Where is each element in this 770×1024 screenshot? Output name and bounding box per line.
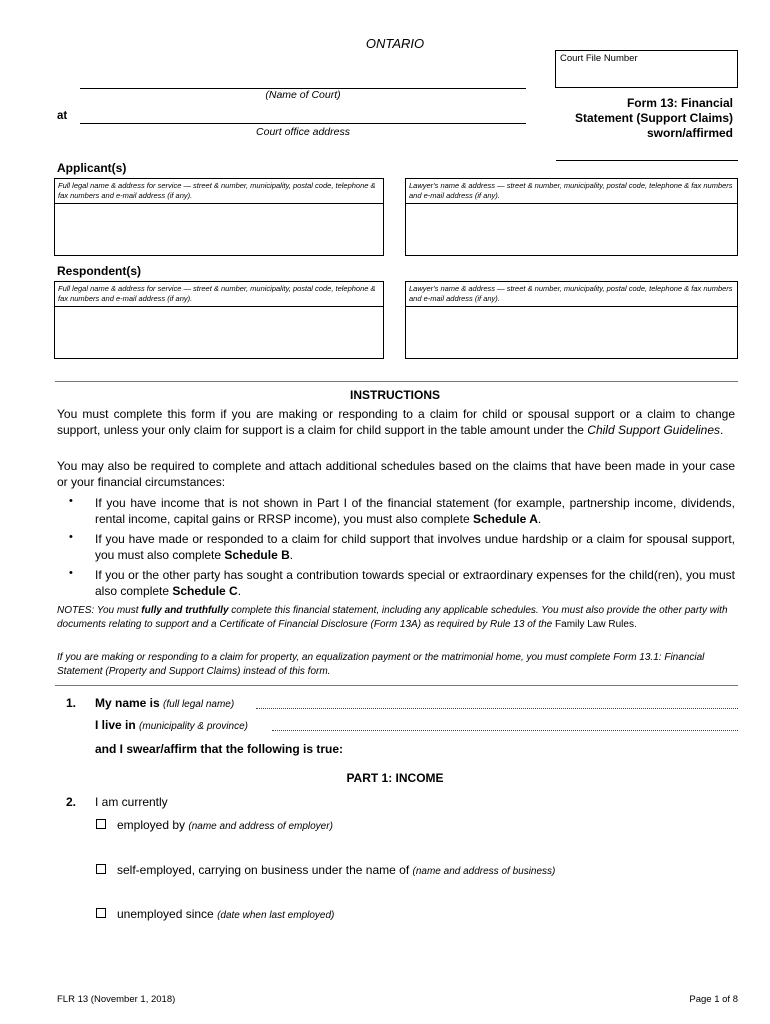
- swear-statement: and I swear/affirm that the following is true:: [95, 742, 344, 756]
- respondent-lawyer-box[interactable]: [405, 281, 738, 359]
- live-hint: (municipality & province): [139, 721, 248, 732]
- province-title: ONTARIO: [365, 36, 425, 51]
- live-label: I live in: [95, 718, 136, 732]
- property-note: If you are making or responding to a claim for property, an equalization payment or the matrimonial home, you must complete Form 13.1: Financial Statement (Property and Support Claims) instead of this form.: [57, 652, 705, 677]
- court-office-caption: Court office address: [256, 126, 350, 138]
- respondent-lawyer-caption: Lawyer's name & address — street & number, municipality, postal code, telephone & fax numbers and e-mail address (if any).: [406, 282, 737, 307]
- employed-hint: (name and address of employer): [188, 821, 333, 832]
- unemployed-hint: (date when last employed): [217, 910, 335, 921]
- notes-text-2: complete this financial statement, including any applicable schedules. You must also provide the other party with documents relating to support and a Certificate of Financial Disclosure (Form 13A) as required by Rule 13 of the: [57, 605, 728, 630]
- full-legal-name-line[interactable]: [256, 708, 738, 709]
- instructions-heading: INSTRUCTIONS: [350, 388, 440, 402]
- form-title-line-3: sworn/affirmed: [646, 126, 733, 140]
- child-support-guidelines-ref: Child Support Guidelines: [587, 422, 721, 437]
- section-2-number: 2.: [66, 795, 77, 809]
- notes-text-1: NOTES: You must: [57, 605, 142, 616]
- instructions-p1-end: .: [720, 422, 724, 437]
- instructions-paragraph-2: You may also be required to complete and attach additional schedules based on the claims that have been made in your case or your financial circumstances:: [57, 459, 735, 489]
- applicant-lawyer-box[interactable]: [405, 178, 738, 256]
- self-employed-hint: (name and address of business): [412, 866, 556, 877]
- court-file-number-label: Court File Number: [560, 53, 638, 64]
- unemployed-row: [117, 907, 334, 921]
- instructions-bullet-2: [95, 532, 735, 563]
- court-office-address-line[interactable]: [80, 112, 526, 124]
- schedule-b-ref: Schedule B: [224, 547, 290, 562]
- bullet-2: •: [69, 531, 73, 543]
- self-employed-label: self-employed, carrying on business under the name of: [117, 863, 410, 877]
- form-title: [520, 96, 733, 141]
- schedule-c-ref: Schedule C: [172, 583, 238, 598]
- currently-intro: I am currently: [95, 795, 168, 809]
- bullet-3: •: [69, 567, 73, 579]
- part-1-heading: PART 1: INCOME: [346, 771, 444, 785]
- name-label: My name is: [95, 696, 160, 710]
- form-id-footer: FLR 13 (November 1, 2018): [57, 994, 176, 1005]
- self-employed-checkbox[interactable]: [96, 864, 106, 874]
- instructions-paragraph-1: [57, 407, 735, 438]
- employed-row: [117, 818, 333, 832]
- bullet-2-text: If you have made or responded to a claim for child support that involves undue hardship or a claim for spousal support, you must also complete: [95, 532, 735, 562]
- applicants-heading: Applicant(s): [57, 161, 127, 175]
- respondent-party-caption: Full legal name & address for service — street & number, municipality, postal code, telephone & fax numbers and e-mail address (if any).: [55, 282, 383, 307]
- instructions-p1-text: You must complete this form if you are making or responding to a claim for child or spousal support or a claim to change support, unless your only claim for support is a claim for child support in the table amount under the: [57, 407, 735, 437]
- divider-top: [55, 381, 738, 382]
- bullet-1-end: .: [537, 511, 542, 526]
- respondents-heading: Respondent(s): [57, 264, 141, 278]
- name-row: [95, 696, 234, 710]
- form-title-line-1: Form 13: Financial: [626, 96, 733, 110]
- respondent-party-box[interactable]: [54, 281, 384, 359]
- bullet-1: •: [69, 495, 73, 507]
- court-name-caption: (Name of Court): [265, 89, 341, 101]
- schedule-a-ref: Schedule A: [472, 511, 538, 526]
- bullet-1-text: If you have income that is not shown in Part I of the financial statement (for example, partnership income, dividends, rental income, capital gains or RRSP income), you must also complete: [95, 496, 735, 526]
- applicant-lawyer-caption: Lawyer's name & address — street & number, municipality, postal code, telephone & fax numbers and e-mail address (if any).: [406, 179, 737, 204]
- bullet-2-end: .: [289, 547, 294, 562]
- employed-label: employed by: [117, 818, 186, 832]
- court-file-number-box[interactable]: [555, 50, 738, 88]
- court-name-line[interactable]: [80, 76, 526, 89]
- self-employed-row: [117, 863, 555, 877]
- sworn-date-line[interactable]: [556, 148, 738, 161]
- bullet-3-end: .: [237, 583, 242, 598]
- instructions-bullet-3: [95, 568, 735, 599]
- unemployed-label: unemployed since: [117, 907, 214, 921]
- employed-checkbox[interactable]: [96, 819, 106, 829]
- family-law-rules-ref: Family Law Rules.: [555, 618, 637, 630]
- name-hint: (full legal name): [163, 699, 235, 710]
- fully-truthfully-emphasis: fully and truthfully: [141, 605, 229, 616]
- bullet-3-text: If you or the other party has sought a contribution towards special or extraordinary expenses for the child(ren), you must also complete: [95, 568, 735, 598]
- page-number: Page 1 of 8: [689, 994, 738, 1005]
- divider-bottom: [55, 685, 738, 686]
- notes-paragraph: [57, 604, 735, 631]
- instructions-bullet-1: [95, 496, 735, 527]
- municipality-province-line[interactable]: [272, 730, 738, 731]
- at-label: at: [57, 110, 68, 122]
- unemployed-checkbox[interactable]: [96, 908, 106, 918]
- live-row: [95, 718, 248, 732]
- applicant-party-caption: Full legal name & address for service — street & number, municipality, postal code, telephone & fax numbers and e-mail address (if any).: [55, 179, 383, 204]
- section-1-number: 1.: [66, 696, 77, 710]
- applicant-party-box[interactable]: [54, 178, 384, 256]
- form-title-line-2: Statement (Support Claims): [574, 111, 733, 125]
